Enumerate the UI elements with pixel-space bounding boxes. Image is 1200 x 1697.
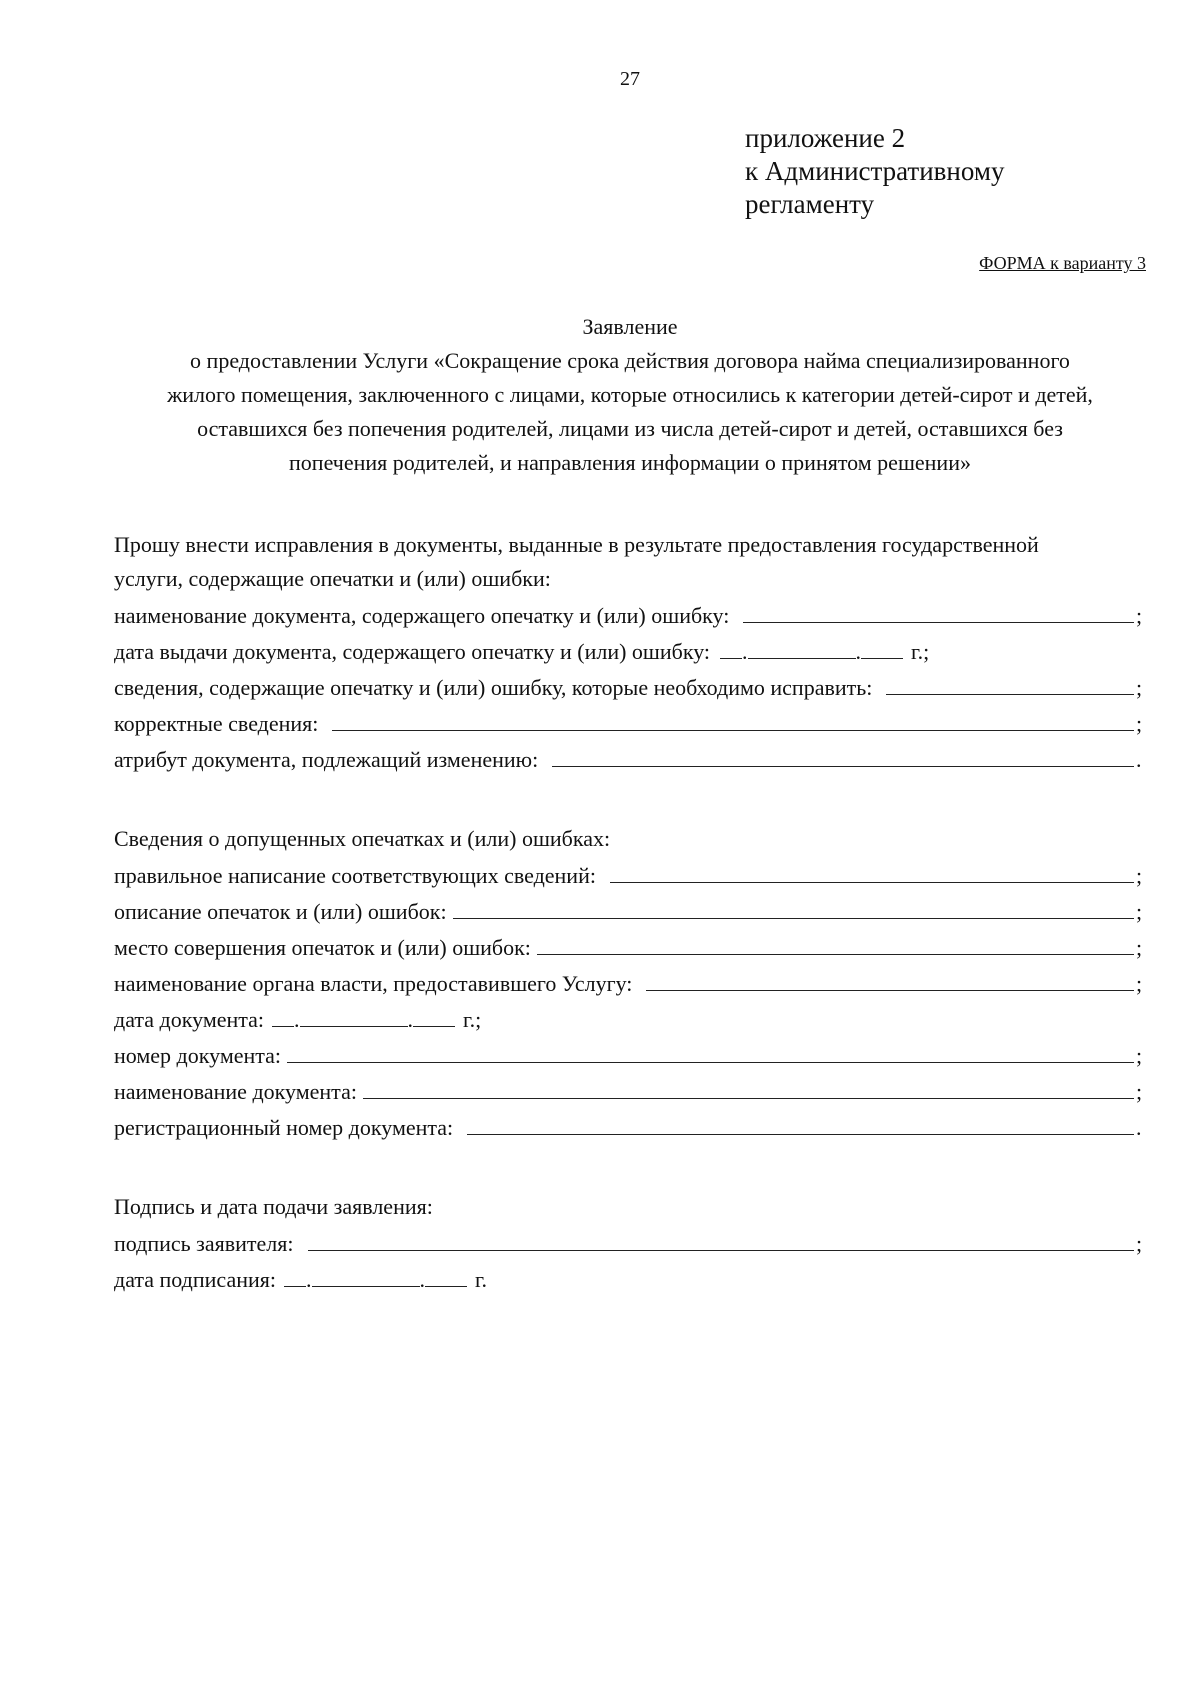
signature-label: подпись заявителя: <box>114 1231 294 1256</box>
appendix-line-3: регламенту <box>745 189 875 219</box>
attribute-field[interactable] <box>552 742 1134 767</box>
sign-date-label: дата подписания: <box>114 1267 276 1292</box>
sign-date-month-field[interactable] <box>312 1262 420 1287</box>
section2-heading: Сведения о допущенных опечатках и (или) ошибках: <box>114 826 611 851</box>
reg-number-row: регистрационный номер документа: . <box>114 1110 1146 1144</box>
doc-number-field[interactable] <box>287 1038 1134 1063</box>
intro-text-line-1: Прошу внести исправления в документы, выданные в результате предоставления государственной <box>114 532 1039 557</box>
doc-date-year-field[interactable] <box>413 1002 455 1027</box>
doc-title-field[interactable] <box>363 1074 1134 1099</box>
place-field[interactable] <box>537 930 1134 955</box>
correct-info-field[interactable] <box>332 706 1134 731</box>
appendix-line-1: приложение 2 <box>745 123 906 153</box>
correct-spelling-field[interactable] <box>610 858 1134 883</box>
doc-name-row: наименование документа, содержащего опечатку и (или) ошибку: ; <box>114 598 1146 632</box>
attribute-row: атрибут документа, подлежащий изменению: . <box>114 742 1146 776</box>
issue-date-label: дата выдачи документа, содержащего опечатку и (или) ошибку: <box>114 639 711 664</box>
sign-date-year-field[interactable] <box>425 1262 467 1287</box>
doc-date-row: дата документа: . . г.; <box>114 1002 1146 1036</box>
sign-date-row: дата подписания: . . г. <box>114 1262 1146 1296</box>
authority-row: наименование органа власти, предоставившего Услугу: ; <box>114 966 1146 1000</box>
attribute-label: атрибут документа, подлежащий изменению: <box>114 747 539 772</box>
doc-name-field[interactable] <box>743 598 1134 623</box>
description-field[interactable] <box>453 894 1134 919</box>
description-row: описание опечаток и (или) ошибок: ; <box>114 894 1146 928</box>
appendix-line-2: к Административному <box>745 156 1005 186</box>
document-title <box>100 310 1160 480</box>
doc-date-month-field[interactable] <box>300 1002 408 1027</box>
reg-number-label: регистрационный номер документа: <box>114 1115 454 1140</box>
doc-title-label: наименование документа: <box>114 1079 357 1104</box>
issue-date-row: дата выдачи документа, содержащего опечатку и (или) ошибку: . . г.; <box>114 634 1146 668</box>
issue-date-day-field[interactable] <box>720 634 742 659</box>
authority-label: наименование органа власти, предоставившего Услугу: <box>114 971 633 996</box>
info-to-fix-row: сведения, содержащие опечатку и (или) ошибку, которые необходимо исправить: ; <box>114 670 1146 704</box>
appendix-note <box>745 122 1004 221</box>
sign-date-day-field[interactable] <box>284 1262 306 1287</box>
form-label: ФОРМА к варианту 3 <box>979 253 1146 273</box>
doc-date-day-field[interactable] <box>272 1002 294 1027</box>
title-subtitle-line: жилого помещения, заключенного с лицами, которые относились к категории детей-сирот и детей, <box>167 382 1093 407</box>
correct-spelling-label: правильное написание соответствующих сведений: <box>114 863 596 888</box>
correct-info-row: корректные сведения: ; <box>114 706 1146 740</box>
title-heading: Заявление <box>582 314 678 339</box>
page-number: 27 <box>620 68 640 90</box>
info-to-fix-label: сведения, содержащие опечатку и (или) ошибку, которые необходимо исправить: <box>114 675 873 700</box>
reg-number-field[interactable] <box>467 1110 1134 1135</box>
doc-date-label: дата документа: <box>114 1007 265 1032</box>
doc-number-row: номер документа: ; <box>114 1038 1146 1072</box>
place-row: место совершения опечаток и (или) ошибок: ; <box>114 930 1146 964</box>
authority-field[interactable] <box>646 966 1134 991</box>
description-label: описание опечаток и (или) ошибок: <box>114 899 447 924</box>
doc-name-label: наименование документа, содержащего опечатку и (или) ошибку: <box>114 603 730 628</box>
title-subtitle-line: о предоставлении Услуги «Сокращение срока действия договора найма специализированного <box>190 348 1070 373</box>
issue-date-year-field[interactable] <box>861 634 903 659</box>
signature-field[interactable] <box>308 1226 1134 1251</box>
title-subtitle-line: попечения родителей, и направления информации о принятом решении» <box>289 450 971 475</box>
info-to-fix-field[interactable] <box>886 670 1134 695</box>
place-label: место совершения опечаток и (или) ошибок: <box>114 935 531 960</box>
doc-title-row: наименование документа: ; <box>114 1074 1146 1108</box>
doc-number-label: номер документа: <box>114 1043 282 1068</box>
correct-info-label: корректные сведения: <box>114 711 319 736</box>
title-subtitle-line: оставшихся без попечения родителей, лицами из числа детей-сирот и детей, оставшихся без <box>197 416 1063 441</box>
section3-heading: Подпись и дата подачи заявления: <box>114 1194 433 1219</box>
correct-spelling-row: правильное написание соответствующих сведений: ; <box>114 858 1146 892</box>
intro-text-line-2: услуги, содержащие опечатки и (или) ошибки: <box>114 566 551 591</box>
signature-row: подпись заявителя: ; <box>114 1226 1146 1260</box>
issue-date-month-field[interactable] <box>748 634 856 659</box>
